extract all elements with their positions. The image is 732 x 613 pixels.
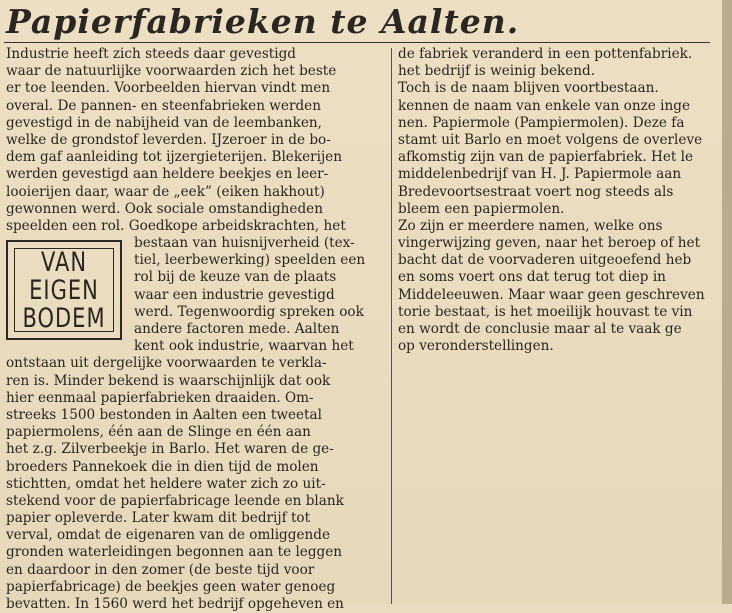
text-line: broeders Pannekoek die in dien tijd de molen [6,458,319,475]
text-line: kent ook industrie, waarvan het [134,338,354,355]
text-line: ren is. Minder bekend is waarschijnlijk dat ook [6,372,331,389]
text-line: looierijen daar, waar de „eek” (eiken hakhout) [6,183,325,200]
text-line: werd. Tegenwoordig spreken ook [134,303,364,320]
text-line: gevestigd in de nabijheid van de leembanken, [6,114,322,131]
text-line: stekend voor de papierfabricage leende en blank [6,492,344,509]
text-line: verval, omdat de eigenaren van de omliggende [6,527,330,544]
text-line: vingerwijzing geven, naar het beroep of het [398,235,701,252]
text-line: en daardoor in den zomer (de beste tijd voor [6,561,315,578]
text-line: het bedrijf is weinig bekend. [398,63,596,80]
text-line: en soms voert ons dat terug tot diep in [398,269,666,286]
text-line: hier eenmaal papierfabrieken draaiden. Om- [6,389,314,406]
text-line: op veronderstellingen. [398,338,554,355]
text-line: bleem een papiermolen. [398,200,565,217]
text-line: torie bestaat, is het moeilijk houvast te vin [398,303,693,320]
text-line: er toe leenden. Voorbeelden hiervan vindt men [6,80,331,97]
text-line: middelenbedrijf van H. J. Papiermole aan [398,166,682,183]
section-logo-word: BODEM [22,303,106,333]
text-line: afkomstig zijn van de papierfabriek. Het le [398,149,694,166]
text-line: de fabriek veranderd in een pottenfabriek. [398,46,693,62]
text-line: en wordt de conclusie maar al te vaak ge [398,321,682,337]
text-line: kennen de naam van enkele van onze inge [398,97,690,114]
text-line: ontstaan uit dergelijke voorwaarden te verkla- [6,355,327,372]
text-line: streeks 1500 bestonden in Aalten een tweetal [6,406,322,423]
section-logo-word: VAN [40,247,88,277]
text-line: papiermolens, één aan de Slinge en één aan [6,424,311,441]
text-line: stamt uit Barlo en moet volgens de overleve [398,131,703,148]
text-line: Bredevoortsestraat voert nog steeds als [398,183,674,200]
text-line: speelden een rol. Goedkope arbeidskrachten, het [6,217,346,234]
text-line: welke de grondstof leverden. IJzeroer in de bo- [6,131,331,148]
text-line: andere factoren mede. Aalten [134,321,340,337]
text-line: Zo zijn er meerdere namen, welke ons [398,217,663,234]
text-line: Toch is de naam blijven voortbestaan. [398,80,659,97]
text-line: bestaan van huisnijverheid (tex- [134,235,355,252]
right-column [398,46,722,355]
text-line: papier opleverde. Later kwam dit bedrijf tot [6,510,311,527]
text-line: dem gaf aanleiding tot ijzergieterijen. Blekerijen [6,149,342,166]
article-title: Papierfabrieken te Aalten. [6,2,520,41]
text-line: bacht dat de voorvaderen uitgeoefend heb [398,252,692,269]
text-line: bevatten. In 1560 werd het bedrijf opgeheven en [6,596,344,612]
text-line: gronden waterleidingen begonnen aan te leggen [6,544,343,561]
text-line: het z.g. Zilverbeekje in Barlo. Het waren de ge- [6,441,334,458]
text-line: stichtten, omdat het heldere water zich zo uit- [6,475,326,492]
text-line: tiel, leerbewerking) speelden een [134,252,366,269]
section-logo-box [6,240,122,340]
column-divider [391,48,392,604]
text-line: Middeleeuwen. Maar waar geen geschreven [398,286,705,303]
section-logo-word: EIGEN [29,275,99,305]
text-line: rol bij de keuze van de plaats [134,269,337,286]
text-line: overal. De pannen- en steenfabrieken werden [6,97,321,114]
text-line: papierfabricage) de beekjes geen water genoeg [6,578,336,595]
page-fold-edge [722,0,732,604]
title-rule [4,42,710,43]
text-line: nen. Papiermole (Pampiermolen). Deze fa [398,114,685,131]
text-line: waar de natuurlijke voorwaarden zich het beste [6,63,337,80]
text-line: gewonnen werd. Ook sociale omstandigheden [6,200,323,217]
text-line: waar een industrie gevestigd [134,286,335,303]
text-line: Industrie heeft zich steeds daar gevestigd [6,46,297,62]
text-line: werden gevestigd aan heldere beekjes en leer- [6,166,329,183]
